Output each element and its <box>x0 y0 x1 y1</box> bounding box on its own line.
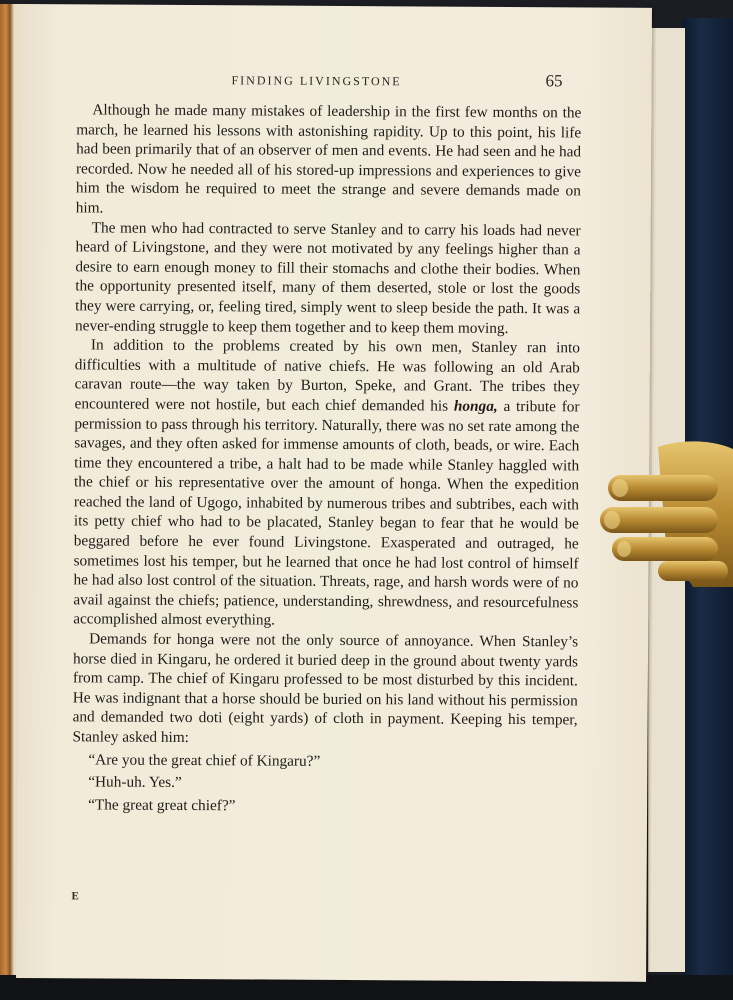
book-page <box>16 4 652 982</box>
page-header <box>21 72 651 96</box>
dialogue-line-1: “Are you the great chief of Kingaru?” <box>88 751 321 770</box>
paragraph-3-start: In addition to the problems created by his own men, Stanley ran into difficulties with a multitude of native chiefs. He was following an old Arab caravan route—the way taken by Burton, Speke, and Grant. The tribes they encountered were not hostile, but each chief demanded his <box>74 336 580 415</box>
honga-italic: honga, <box>453 397 498 415</box>
paragraph-2: The men who had contracted to serve Stanley and to carry his loads had never heard of Livingstone, and they were not motivated by any feelings higher than a desire to earn enough money to fill their stomachs and clothe their bodies. When the opportunity presented itself, many of them deserted, stole or lost the goods they were carrying, or, feeling tired, simply went to sleep beside the path. It was a never-ending struggle to keep them together and to keep them moving. <box>74 218 581 337</box>
brass-hand-stand-icon <box>598 437 733 587</box>
paragraph-3-end: a tribute for permission to pass through his territory. Naturally, there was no set rate among the savages, and they often asked for immense amounts of cloth, beads, or wire. Each time they encountered a tribe, a halt had to be made while Stanley haggled with the chief or his representative over the amount of honga. When the expedition reached the land of Ugogo, inhabited by numerous tribes and subtribes, each with its petty chief who had to be placated, Stanley began to fear that he would be beggared before he ever found Livingstone. Exasperated and outraged, he sometimes lost his temper, but he learned that once he had lost control of himself he had also lost control of the situation. Threats, rage, and harsh words were of no avail against the chiefs; patience, understanding, shrewdness, and resourcefulness accomplished almost everything. <box>73 397 580 629</box>
body-text <box>72 100 581 817</box>
paragraph-3 <box>73 335 580 632</box>
dialogue-line-3: “The great great chief?” <box>88 796 236 815</box>
paragraph-1: Although he made many mistakes of leadership in the first few months on the march, he learned his lessons with astonishing rapidity. Up to this point, his life had been primarily that of an observer of men and events. He had seen and he had recorded. Now he needed all of his stored-up impressions and experiences to give him the wisdom he required to meet the strange and severe demands made on him. <box>75 101 582 217</box>
page-number: 65 <box>545 71 563 91</box>
signature-mark: E <box>71 890 79 903</box>
paragraph-4: Demands for honga were not the only source of annoyance. When Stanley’s horse died in Kingaru, he ordered it buried deep in the ground about twenty yards from camp. The chief of Kingaru professed to be most disturbed by this incident. He was indignant that a horse should be buried on his land without his permission and demanded two doti (eight yards) of cloth in payment. Keeping his temper, Stanley asked him: <box>72 630 579 747</box>
running-title: FINDING LIVINGSTONE <box>231 73 402 89</box>
dialogue-line-2: “Huh-uh. Yes.” <box>88 773 182 792</box>
